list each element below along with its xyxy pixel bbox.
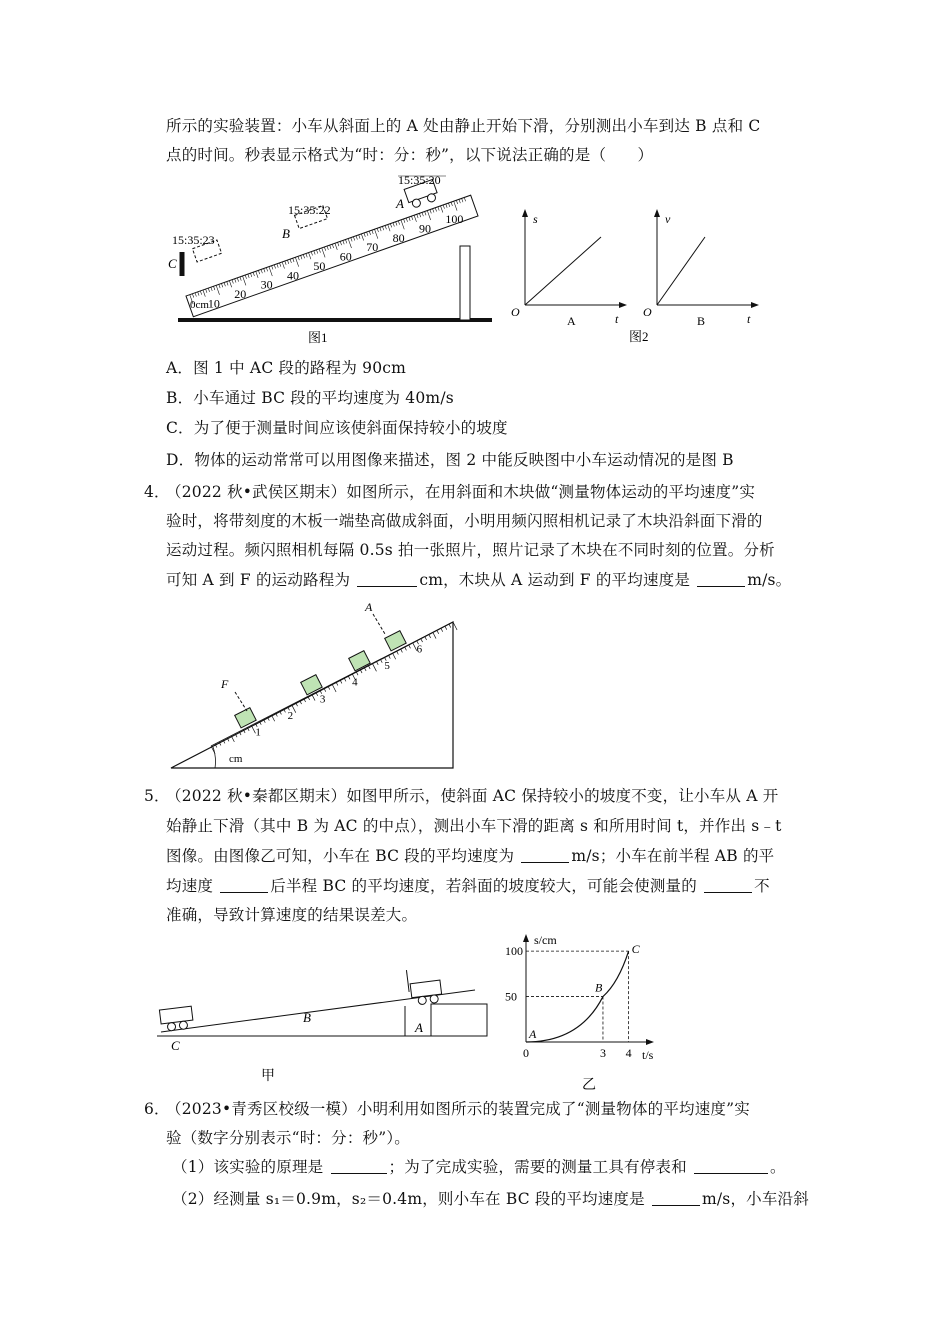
q5-line2: 始静止下滑（其中 B 为 AC 的中点），测出小车下滑的距离 s 和所用时间 t，并作出 s﹣t: [166, 817, 782, 835]
q5-line1: （2022 秋•秦都区期末）如图甲所示，使斜面 AC 保持较小的坡度不变，让小车从 A 开: [166, 787, 779, 805]
jia-label-a: A: [415, 1020, 423, 1035]
q4-label-f: F: [221, 677, 229, 691]
q5-line5: 准确，导致计算速度的结果误差大。: [166, 906, 418, 924]
q4-line4-a: 可知 A 到 F 的运动路程为: [166, 571, 351, 589]
incline-label: 6: [416, 643, 423, 656]
ruler-label: 40: [287, 268, 300, 283]
q4-label-a: A: [365, 600, 373, 614]
yi-ylabel: s/cm: [534, 933, 557, 947]
q5-number: 5．: [144, 787, 170, 805]
q4-line4-b: cm，木块从 A 运动到 F 的平均速度是: [419, 571, 691, 589]
q6-sub2: [172, 1185, 809, 1214]
q4-number: 4．: [144, 483, 170, 501]
time-a: 15:35:20: [398, 173, 441, 187]
q5-blank-compare[interactable]: [220, 875, 268, 893]
incline-label: 5: [384, 660, 390, 673]
q6-line2: 验（数字分别表示“时：分：秒”）。: [166, 1129, 410, 1147]
q4-unit: cm: [229, 753, 243, 765]
q4-line3: 运动过程。频闪照相机每隔 0.5s 拍一张照片，照片记录了木块在不同时刻的位置。分析: [166, 541, 775, 559]
x-tick-label: 4: [625, 1046, 632, 1060]
q4-line4-c: m/s。: [747, 571, 792, 589]
ruler-label: 50: [313, 258, 326, 273]
q6-sub1-a: （1）该实验的原理是: [172, 1158, 324, 1176]
graph-a-origin: O: [511, 305, 520, 319]
y-tick-label: 100: [505, 944, 523, 959]
q3-option-d: D．物体的运动常常可以用图像来描述，图 2 中能反映图中小车运动情况的是图 B: [166, 451, 734, 469]
incline-label: 4: [352, 676, 358, 689]
graph-b: [643, 209, 759, 328]
cart-a: [406, 966, 442, 1006]
ruler: [186, 195, 478, 317]
ruler-label: 10: [207, 296, 220, 311]
ruler-label: 70: [366, 240, 379, 255]
graph-b-origin: O: [643, 305, 652, 319]
q3-option-c: C．为了便于测量时间应该使斜面保持较小的坡度: [166, 419, 508, 437]
incline-label: 3: [319, 693, 326, 706]
q5-blank-quantity[interactable]: [704, 875, 752, 893]
jia-label-b: B: [303, 1010, 311, 1025]
graph-a-name: A: [567, 314, 576, 328]
ruler-label: 100: [445, 212, 464, 227]
q4-blank-speed[interactable]: [697, 569, 745, 587]
q5-line3: [166, 842, 774, 871]
q5-line3-a: 图像。由图像乙可知，小车在 BC 段的平均速度为: [166, 847, 515, 865]
fig2-caption: 图2: [629, 329, 649, 344]
point-label: A: [529, 1027, 537, 1041]
graph-b-xlabel: t: [747, 312, 751, 326]
q3-option-a: A．图 1 中 AC 段的路程为 90cm: [166, 359, 407, 377]
q6-sub1: [172, 1153, 786, 1182]
q4-line2: 验时，将带刻度的木板一端垫高做成斜面，小明用频闪照相机记录了木块沿斜面下滑的: [166, 512, 763, 530]
q6-line1: （2023•青秀区校级一模）小明利用如图所示的装置完成了“测量物体的平均速度”实: [166, 1100, 750, 1118]
graph-b-ylabel: v: [665, 212, 671, 226]
incline-label: 1: [255, 726, 261, 739]
graph-a-ylabel: s: [533, 212, 538, 226]
q5-figure-jia: [155, 960, 495, 1085]
point-label: B: [594, 980, 603, 995]
q6-sub1-b: ；为了完成实验，需要的测量工具有停表和: [388, 1158, 687, 1176]
incline-tick: [453, 622, 457, 630]
q6-blank-tool[interactable]: [694, 1156, 768, 1174]
q3-stem-line2: 点的时间。秒表显示格式为“时：分：秒”，以下说法正确的是（ ）: [166, 146, 654, 164]
q6-sub2-a: （2）经测量 s₁＝0.9m，s₂＝0.4m，则小车在 BC 段的平均速度是: [172, 1190, 645, 1208]
q6-sub2-b: m/s，小车沿斜: [701, 1190, 809, 1208]
q6-sub1-c: 。: [769, 1158, 786, 1176]
q5-line4-c: 不: [754, 877, 770, 895]
ruler-label: 60: [339, 249, 352, 264]
jia-label-c: C: [171, 1038, 180, 1053]
x-tick-label: 0: [523, 1046, 529, 1060]
support-block: [460, 246, 470, 320]
q4-line4: [166, 566, 791, 595]
q4-line1: （2022 秋•武侯区期末）如图所示，在用斜面和木块做“测量物体运动的平均速度”实: [166, 483, 756, 501]
yi-xlabel: t/s: [642, 1048, 654, 1062]
q5-line4: [166, 872, 770, 901]
q4-blank-distance[interactable]: [357, 569, 417, 587]
incline-label: 2: [287, 709, 294, 722]
ruler-label: 20: [234, 286, 247, 301]
q3-figure-1: [160, 168, 500, 358]
time-b: 15:35:22: [288, 203, 331, 217]
q5-line4-b: 后半程 BC 的平均速度，若斜面的坡度较大，可能会使测量的: [270, 877, 697, 895]
fig1-caption: 图1: [308, 330, 328, 345]
label-c: C: [168, 256, 177, 271]
graph-a-xlabel: t: [615, 312, 619, 326]
label-a: A: [396, 196, 404, 211]
q3-option-b: B．小车通过 BC 段的平均速度为 40m/s: [166, 389, 454, 407]
point-label: C: [631, 942, 640, 957]
q4-figure: [165, 598, 465, 773]
q6-number: 6．: [144, 1100, 170, 1118]
ruler-unit: 0cm: [190, 299, 209, 311]
yi-caption: 乙: [582, 1078, 596, 1093]
q5-line4-a: 均速度: [166, 877, 214, 895]
q6-blank-principle[interactable]: [331, 1156, 387, 1174]
graph-a: [511, 209, 627, 328]
q6-blank-bc-speed[interactable]: [652, 1188, 700, 1206]
graph-b-name: B: [697, 314, 706, 328]
ruler-label: 90: [418, 221, 431, 236]
time-c: 15:35:23: [172, 233, 215, 247]
ruler-label: 80: [392, 230, 405, 245]
q3-figure-2: [505, 205, 765, 345]
jia-caption: 甲: [261, 1069, 275, 1084]
q5-blank-bc-speed[interactable]: [521, 845, 569, 863]
q3-stem-line1: 所示的实验装置：小车从斜面上的 A 处由静止开始下滑，分别测出小车到达 B 点和 C: [166, 117, 761, 135]
label-b: B: [282, 226, 290, 241]
x-tick-label: 3: [599, 1046, 606, 1060]
ruler-label: 30: [260, 277, 273, 292]
q5-figure-yi: [500, 928, 680, 1093]
q5-line3-b: m/s；小车在前半程 AB 的平: [571, 847, 775, 865]
y-tick-label: 50: [505, 989, 517, 1004]
